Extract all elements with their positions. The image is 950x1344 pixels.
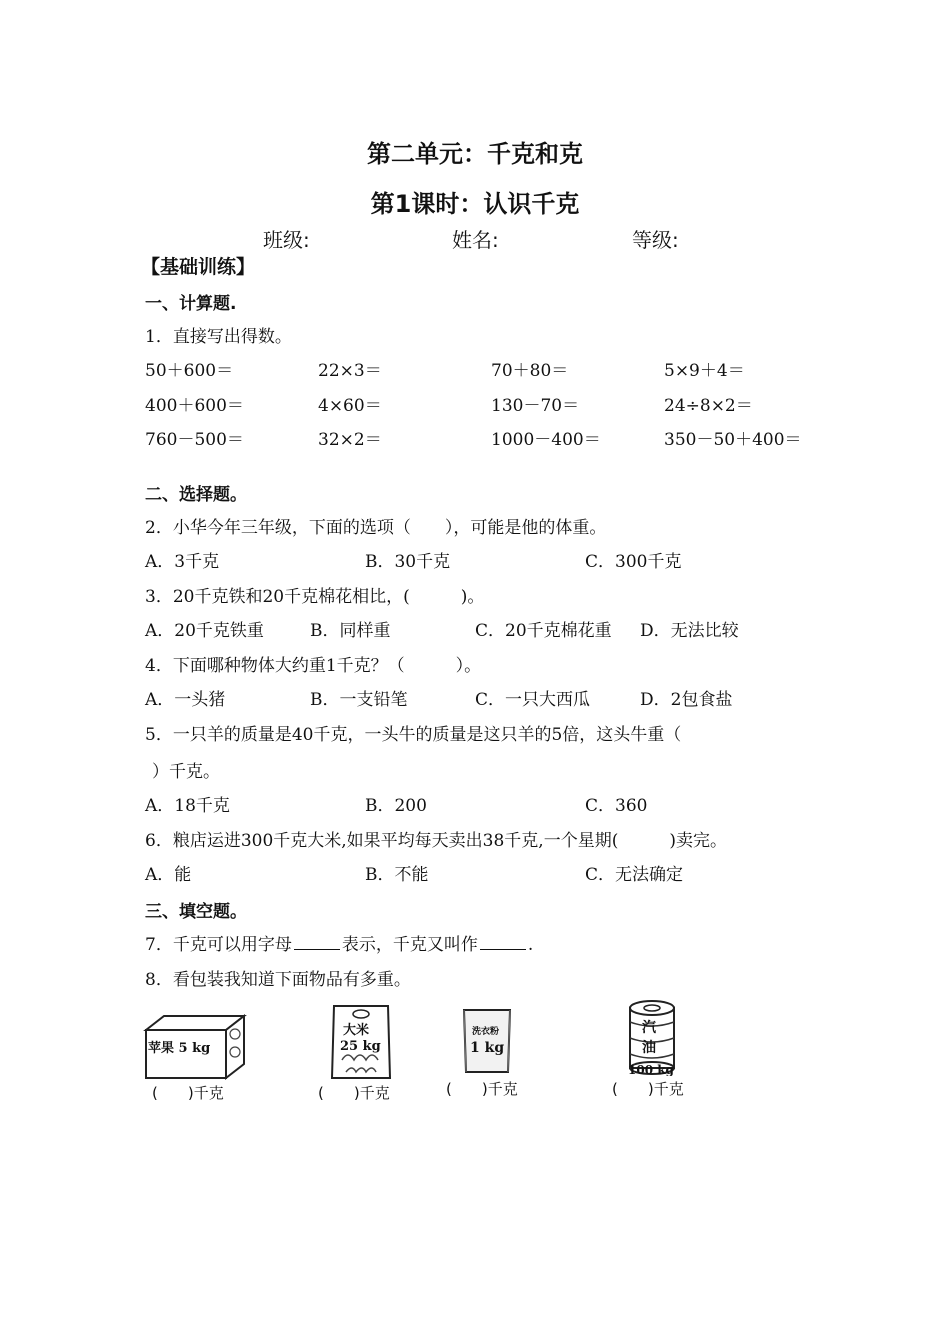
detergent-label-top: 洗衣粉 (472, 1027, 500, 1037)
calc-item: 760－500＝ (145, 430, 244, 450)
q6-option-b: B．不能 (365, 865, 429, 885)
section-basic-training: 【基础训练】 (141, 256, 256, 278)
q3-option-b: B．同样重 (310, 621, 391, 641)
q6-option-a: A．能 (145, 865, 192, 885)
calc-item: 130－70＝ (491, 396, 580, 416)
q7-part3: . (527, 935, 534, 955)
q7-blank-1[interactable] (294, 948, 340, 950)
q3-option-d: D．无法比较 (640, 621, 739, 641)
calc-item: 1000－400＝ (491, 430, 601, 450)
q6-stem: 6．粮店运进300千克大米,如果平均每天卖出38千克,一个星期( )卖完。 (145, 831, 727, 851)
calc-item: 24÷8×2＝ (664, 396, 753, 416)
calc-item: 5×9＋4＝ (664, 361, 745, 381)
oil-drum-label-bottom: 100 kg (628, 1063, 674, 1076)
apple-box-label: 苹果 5 kg (148, 1041, 211, 1056)
q8-stem: 8．看包装我知道下面物品有多重。 (145, 970, 411, 990)
q4-option-a: A．一头猪 (145, 690, 226, 710)
q5-option-c: C．360 (585, 796, 648, 816)
q5-option-a: A．18千克 (145, 796, 230, 816)
q8-caption-oil: ( )千克 (612, 1080, 684, 1098)
name-label: 姓名: (452, 228, 499, 252)
lesson-title: 第1课时：认识千克 (370, 190, 580, 218)
q5-stem-cont: ）千克。 (152, 762, 220, 782)
q2-option-a: A．3千克 (145, 552, 220, 572)
q8-caption-rice: ( )千克 (318, 1084, 390, 1102)
q5-stem: 5．一只羊的质量是40千克，一头牛的质量是这只羊的5倍，这头牛重（ (145, 725, 682, 745)
oil-drum-image (624, 998, 680, 1076)
q3-option-a: A．20千克铁重 (145, 621, 264, 641)
q8-caption-apple: ( )千克 (152, 1084, 224, 1102)
q7-blank-2[interactable] (480, 948, 526, 950)
calc-item: 4×60＝ (318, 396, 382, 416)
q3-stem: 3．20千克铁和20千克棉花相比，( )。 (145, 587, 485, 607)
calc-item: 32×2＝ (318, 430, 382, 450)
rice-bag-image (328, 1000, 394, 1082)
section-calc-heading: 一、计算题. (145, 294, 237, 314)
unit-title: 第二单元：千克和克 (367, 140, 583, 168)
calc-item: 400＋600＝ (145, 396, 244, 416)
detergent-label-bottom: 1 kg (470, 1040, 505, 1056)
q7-part1: 7．千克可以用字母 (145, 935, 292, 955)
oil-drum-label-top: 汽 (642, 1020, 656, 1036)
q4-option-c: C．一只大西瓜 (475, 690, 591, 710)
class-label: 班级: (263, 228, 310, 252)
grade-label: 等级: (632, 228, 679, 252)
q1-stem: 1．直接写出得数。 (145, 327, 292, 347)
calc-item: 22×3＝ (318, 361, 382, 381)
calc-item: 350－50＋400＝ (664, 430, 802, 450)
oil-drum-label-mid: 油 (642, 1040, 656, 1056)
q2-option-c: C．300千克 (585, 552, 682, 572)
detergent-bag-image (458, 1006, 516, 1076)
rice-bag-label-top: 大米 (343, 1023, 370, 1038)
section-fill-heading: 三、填空题。 (145, 902, 247, 922)
q4-option-d: D．2包食盐 (640, 690, 733, 710)
q5-option-b: B．200 (365, 796, 427, 816)
q3-option-c: C．20千克棉花重 (475, 621, 612, 641)
calc-item: 70＋80＝ (491, 361, 569, 381)
q2-stem: 2．小华今年三年级，下面的选项（ ），可能是他的体重。 (145, 518, 607, 538)
q7-part2: 表示，千克又叫作 (341, 935, 478, 955)
q8-caption-detergent: ( )千克 (446, 1080, 518, 1098)
rice-bag-label-bottom: 25 kg (340, 1039, 381, 1054)
q6-option-c: C．无法确定 (585, 865, 684, 885)
apple-box-image (142, 1012, 248, 1084)
section-choice-heading: 二、选择题。 (145, 485, 247, 505)
q7-stem (145, 930, 533, 955)
calc-item: 50＋600＝ (145, 361, 234, 381)
q4-stem: 4．下面哪种物体大约重1千克？（ ）。 (145, 656, 482, 676)
q4-option-b: B．一支铅笔 (310, 690, 408, 710)
q2-option-b: B．30千克 (365, 552, 451, 572)
